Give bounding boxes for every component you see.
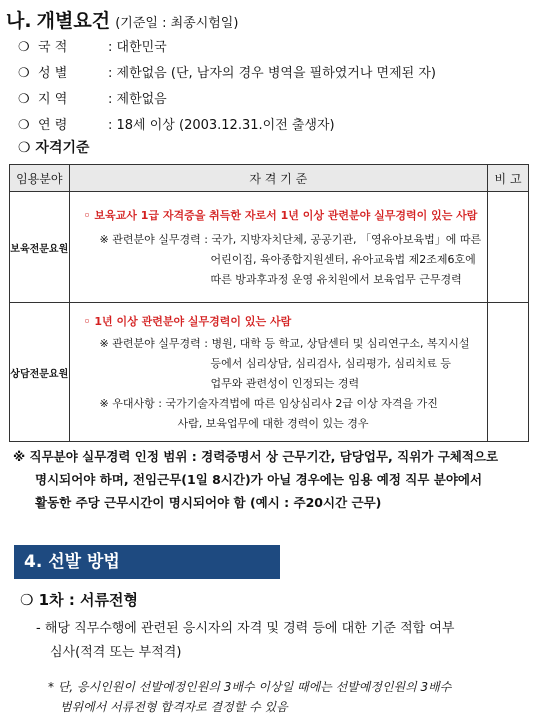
- bullet-circle-icon: ❍: [18, 118, 30, 133]
- footnote-line: ※ 직무분야 실무경력 인정 범위 : 경력증명서 상 근무기간, 담당업무, 직위가 구체적으로: [13, 449, 499, 464]
- remarks-cell: [488, 303, 529, 442]
- criteria-detail: 등에서 심리상담, 심리검사, 심리평가, 심리치료 등: [210, 357, 452, 370]
- footnote-line: 활동한 주당 근무시간이 명시되어야 함 (예시 : 주20시간 근무): [35, 495, 382, 510]
- table-header-row: [10, 165, 529, 192]
- requirement-value: : 제한없음 (단, 남자의 경우 병역을 필하였거나 면제된 자): [108, 66, 436, 81]
- criteria-detail: 사람, 보육업무에 대한 경력이 있는 경우: [177, 417, 369, 430]
- requirement-value: : 제한없음: [108, 92, 167, 107]
- bullet-circle-icon: ❍: [18, 92, 30, 107]
- step-description: [36, 617, 536, 665]
- footnote: [13, 445, 533, 514]
- criteria-detail: ※ 우대사항 : 국가기술자격법에 따른 임상심리사 2급 이상 자격을 가진: [99, 397, 438, 410]
- criteria-detail: 따른 방과후과정 운영 유치원에서 보육업무 근무경력: [210, 273, 462, 286]
- heading-number: 나.: [6, 10, 32, 32]
- section-heading: [6, 6, 238, 33]
- criteria-main: ◦ 1년 이상 관련분야 실무경력이 있는 사람: [83, 315, 292, 328]
- requirement-label: 연 령: [38, 118, 68, 133]
- criteria-detail: 어린이집, 육아종합지원센터, 유아교육법 제2조제6호에: [210, 253, 476, 266]
- requirement-gender: [18, 62, 436, 81]
- criteria-title: ❍ 자격기준: [18, 140, 90, 156]
- criteria-detail: ※ 관련분야 실무경력 : 병원, 대학 등 학교, 상담센터 및 심리연구소, 복지시설: [99, 337, 470, 350]
- role-cell: 상담전문요원: [10, 303, 70, 442]
- requirement-age: [18, 114, 335, 133]
- remarks-cell: [488, 192, 529, 303]
- requirement-label: 성 별: [38, 66, 68, 81]
- description-line: - 해당 직무수행에 관련된 응시자의 자격 및 경력 등에 대한 기준 적합 여부: [36, 621, 455, 636]
- heading-title: 개별요건: [36, 10, 111, 32]
- requirement-region: [18, 88, 167, 107]
- section-banner: 4. 선발 방법: [14, 545, 280, 579]
- bullet-circle-icon: ❍: [18, 40, 30, 55]
- footnote-line: 명시되어야 하며, 전임근무(1일 8시간)가 아닐 경우에는 임용 예정 직무 분야에서: [35, 472, 483, 487]
- asterisk-line: * 단, 응시인원이 선발예정인원의 3배수 이상일 때에는 선발예정인원의 3배수: [48, 680, 452, 694]
- qualification-table: [9, 164, 529, 442]
- criteria-detail: 업무와 관련성이 인정되는 경력: [210, 377, 360, 390]
- criteria-cell: [69, 192, 488, 303]
- table-row: [10, 192, 529, 303]
- requirement-nationality: [18, 36, 167, 55]
- bullet-circle-icon: ❍: [18, 66, 30, 81]
- heading-note: (기준일 : 최종시험일): [115, 16, 239, 31]
- requirement-value: : 18세 이상 (2003.12.31.이전 출생자): [108, 118, 335, 133]
- column-header: 임용분야: [10, 165, 70, 192]
- requirement-label: 국 적: [38, 40, 68, 55]
- asterisk-note: [48, 677, 518, 717]
- requirement-label: 지 역: [38, 92, 68, 107]
- criteria-detail: ※ 관련분야 실무경력 : 국가, 지방자치단체, 공공기관, 「영유아보육법」에 따른: [99, 233, 482, 246]
- column-header: 비 고: [488, 165, 529, 192]
- criteria-main: ◦ 보육교사 1급 자격증을 취득한 자로서 1년 이상 관련분야 실무경력이 있는 사람: [83, 209, 478, 222]
- description-line: 심사(적격 또는 부적격): [50, 645, 182, 660]
- asterisk-line: 범위에서 서류전형 합격자로 결정할 수 있음: [60, 700, 288, 714]
- column-header: 자 격 기 준: [69, 165, 488, 192]
- criteria-cell: [69, 303, 488, 442]
- step-title: ❍ 1차 : 서류전형: [20, 591, 138, 609]
- requirement-value: : 대한민국: [108, 40, 167, 55]
- table-row: [10, 303, 529, 442]
- role-cell: 보육전문요원: [10, 192, 70, 303]
